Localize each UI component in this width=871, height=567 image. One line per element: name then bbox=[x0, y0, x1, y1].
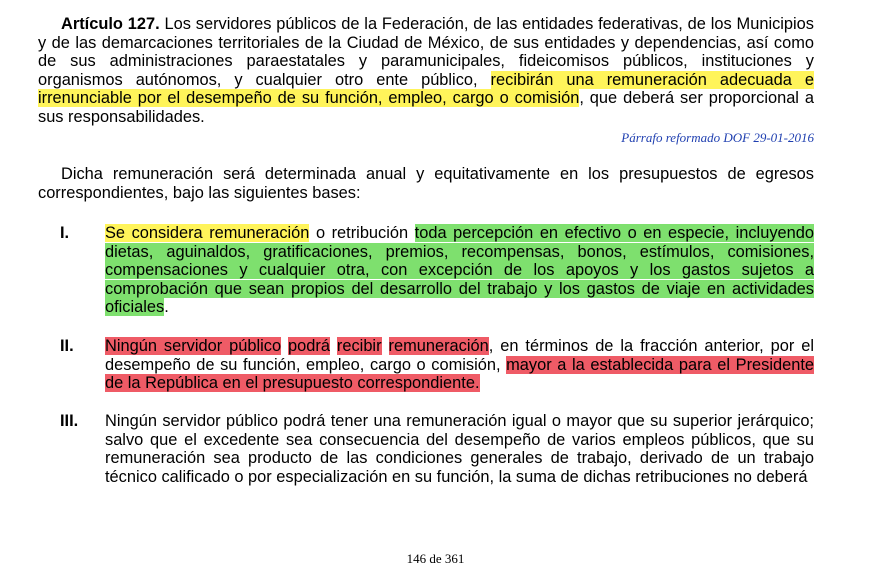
fraction-number: III. bbox=[60, 412, 79, 430]
article-paragraph bbox=[38, 15, 814, 127]
article-highlight: recibirán una remuneración adecuada e irrenunciable por el desempeño de su función, empleo, cargo o comisión bbox=[38, 70, 814, 108]
fraction-2-highlight-1: Ningún servidor público bbox=[105, 337, 282, 355]
intro-paragraph: Dicha remuneración será determinada anual y equitativamente en los presupuestos de egresos correspondientes, bajo las siguientes bases: bbox=[38, 165, 814, 202]
fraction-1-highlight-1: Se considera remuneración bbox=[105, 224, 310, 242]
fraction-1 bbox=[38, 224, 814, 317]
fraction-number: II. bbox=[60, 337, 74, 355]
reform-note: Párrafo reformado DOF 29-01-2016 bbox=[621, 130, 814, 145]
fraction-text bbox=[105, 224, 814, 317]
article-text-1: Los servidores públicos de la Federación, de las entidades federativas, de los Municipios y de las demarcaciones territoriales de la Ciudad de México, de sus entidades y dependencias, así como de sus administraciones paraestatales y paramunicipales, fideicomisos públicos, instituciones y organismos autónomos, y cualquier otro ente público, bbox=[38, 15, 814, 89]
fraction-2 bbox=[38, 337, 814, 393]
article-label: Artículo 127. bbox=[61, 15, 160, 33]
fraction-text bbox=[105, 337, 814, 393]
fraction-1-highlight-2: toda percepción en efectivo o en especie, incluyendo dietas, aguinaldos, gratificaciones, premios, recompensas, bonos, estímulos, comisiones, compensaciones y cualquier otra, con excepción de los apoyos y los gastos sujetos a comprobación que sean propios del desarrollo del trabajo y los gastos de viaje en actividades oficiales bbox=[105, 224, 814, 317]
page-number: 146 de 361 bbox=[406, 551, 465, 566]
fraction-text: Ningún servidor público podrá tener una remuneración igual o mayor que su superior jerárquico; salvo que el excedente sea consecuencia del desempeño de varios empleos públicos, que su remuneración sea producto de las condiciones generales de trabajo, derivado de un trabajo técnico calificado o por especialización en su función, la suma de dichas retribuciones no deberá bbox=[105, 412, 814, 486]
fraction-2-text: , en términos de la fracción anterior, por el desempeño de su función, empleo, cargo o comisión, bbox=[105, 337, 814, 374]
fraction-2-highlight-4: remuneración bbox=[388, 337, 489, 355]
fraction-1-text-2: . bbox=[164, 298, 169, 317]
fraction-2-highlight-2: podrá bbox=[288, 337, 330, 355]
fraction-1-text-1: o retribución bbox=[309, 224, 415, 242]
article-text-2: , que deberá ser proporcional a sus responsabilidades. bbox=[38, 89, 814, 126]
fraction-2-highlight-5: mayor a la establecida para el Presidente de la República en el presupuesto correspondiente. bbox=[105, 355, 814, 393]
fraction-2-highlight-3: recibir bbox=[336, 337, 382, 355]
fraction-3 bbox=[38, 412, 814, 486]
fraction-number: I. bbox=[60, 224, 70, 242]
